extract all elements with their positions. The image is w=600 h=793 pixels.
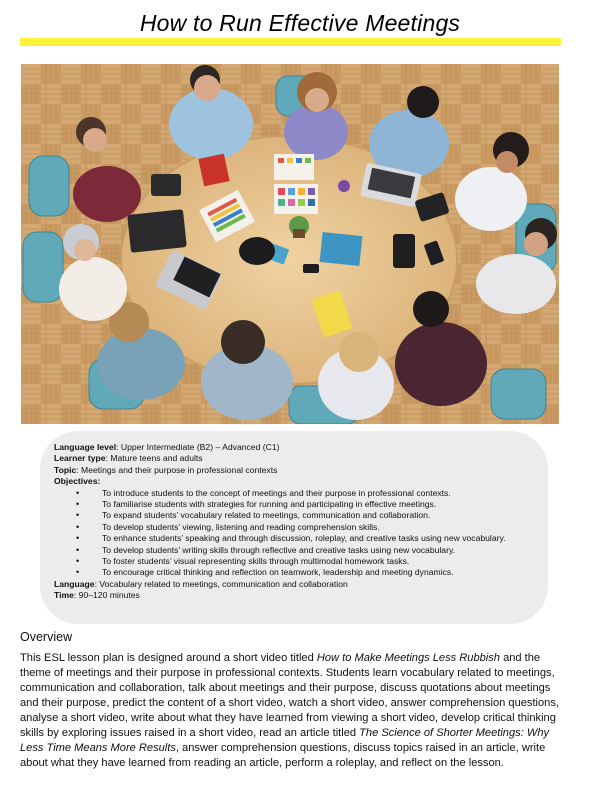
objective-item: • To develop students’ writing skills through reflective and creative tasks using new vocabulary. [54, 545, 534, 556]
time-line [54, 590, 534, 601]
meeting-photo [21, 64, 559, 424]
time-value: : 90–120 minutes [73, 590, 140, 601]
topic-label: Topic [54, 464, 77, 475]
objective-item: • To develop students’ viewing, listening and reading comprehension skills. [54, 522, 534, 533]
learner-type-label: Learner type [54, 453, 106, 464]
page-title: How to Run Effective Meetings [139, 10, 461, 36]
objective-item: • To foster students’ visual representing skills through multimodal homework tasks. [54, 556, 534, 567]
objective-item: • To encourage critical thinking and reflection on teamwork, leadership and meeting dynamics. [54, 567, 534, 578]
learner-type-value: : Mature teens and adults [105, 453, 203, 464]
lesson-info-box [40, 431, 548, 624]
objective-item: • To expand students’ vocabulary related to meetings, communication and collaboration. [54, 510, 534, 521]
overview-paragraph: This ESL lesson plan is designed around a short video titled How to Make Meetings Less Rubbish and the theme of meetings and their purpose in professional contexts. Students learn vocabulary related to meetings, communication and collaboration, talk about meetings and their purpose, discuss quotations about meetings and their purpose, predict the content of a short video, watch a short video, answer comprehension questions, analyse a short video, write about what they have learned from viewing a short video, develop critical thinking skills by exploring issues raised in a short video, read an article titled The Science of Shorter Meetings: Why Less Time Means More Results, answer comprehension questions, discuss topics raised in an article, write about what they have learned from reading an article, perform a roleplay, and reflect on the lesson. [20, 652, 559, 769]
objective-item: • To introduce students to the concept of meetings and their purpose in professional contexts. [54, 488, 534, 499]
learner-type-line [54, 453, 534, 464]
article-title: The Science of Shorter Meetings: Why Less Time Means More Results [20, 727, 550, 754]
language-value: : Vocabulary related to meetings, communication and collaboration [94, 578, 348, 589]
overview-heading: Overview [20, 630, 73, 644]
language-level-value: : Upper Intermediate (B2) – Advanced (C1) [116, 442, 280, 452]
objectives-list [54, 488, 534, 579]
objectives-heading: Objectives: [54, 476, 101, 487]
time-label: Time [54, 590, 74, 601]
language-level-label: Language level [54, 442, 117, 452]
objective-item: • To enhance students’ speaking and through discussion, roleplay, and creative tasks using new vocabulary. [54, 533, 534, 544]
title-underline [20, 38, 561, 46]
language-line [54, 579, 534, 590]
video-title: How to Make Meetings Less Rubbish [316, 652, 500, 664]
language-level-line [54, 442, 534, 453]
language-label: Language [54, 578, 95, 589]
objective-item: • To familiarise students with strategies for running and participating in effective meetings. [54, 499, 534, 510]
topic-value: : Meetings and their purpose in professional contexts [76, 464, 278, 475]
topic-line [54, 465, 534, 476]
